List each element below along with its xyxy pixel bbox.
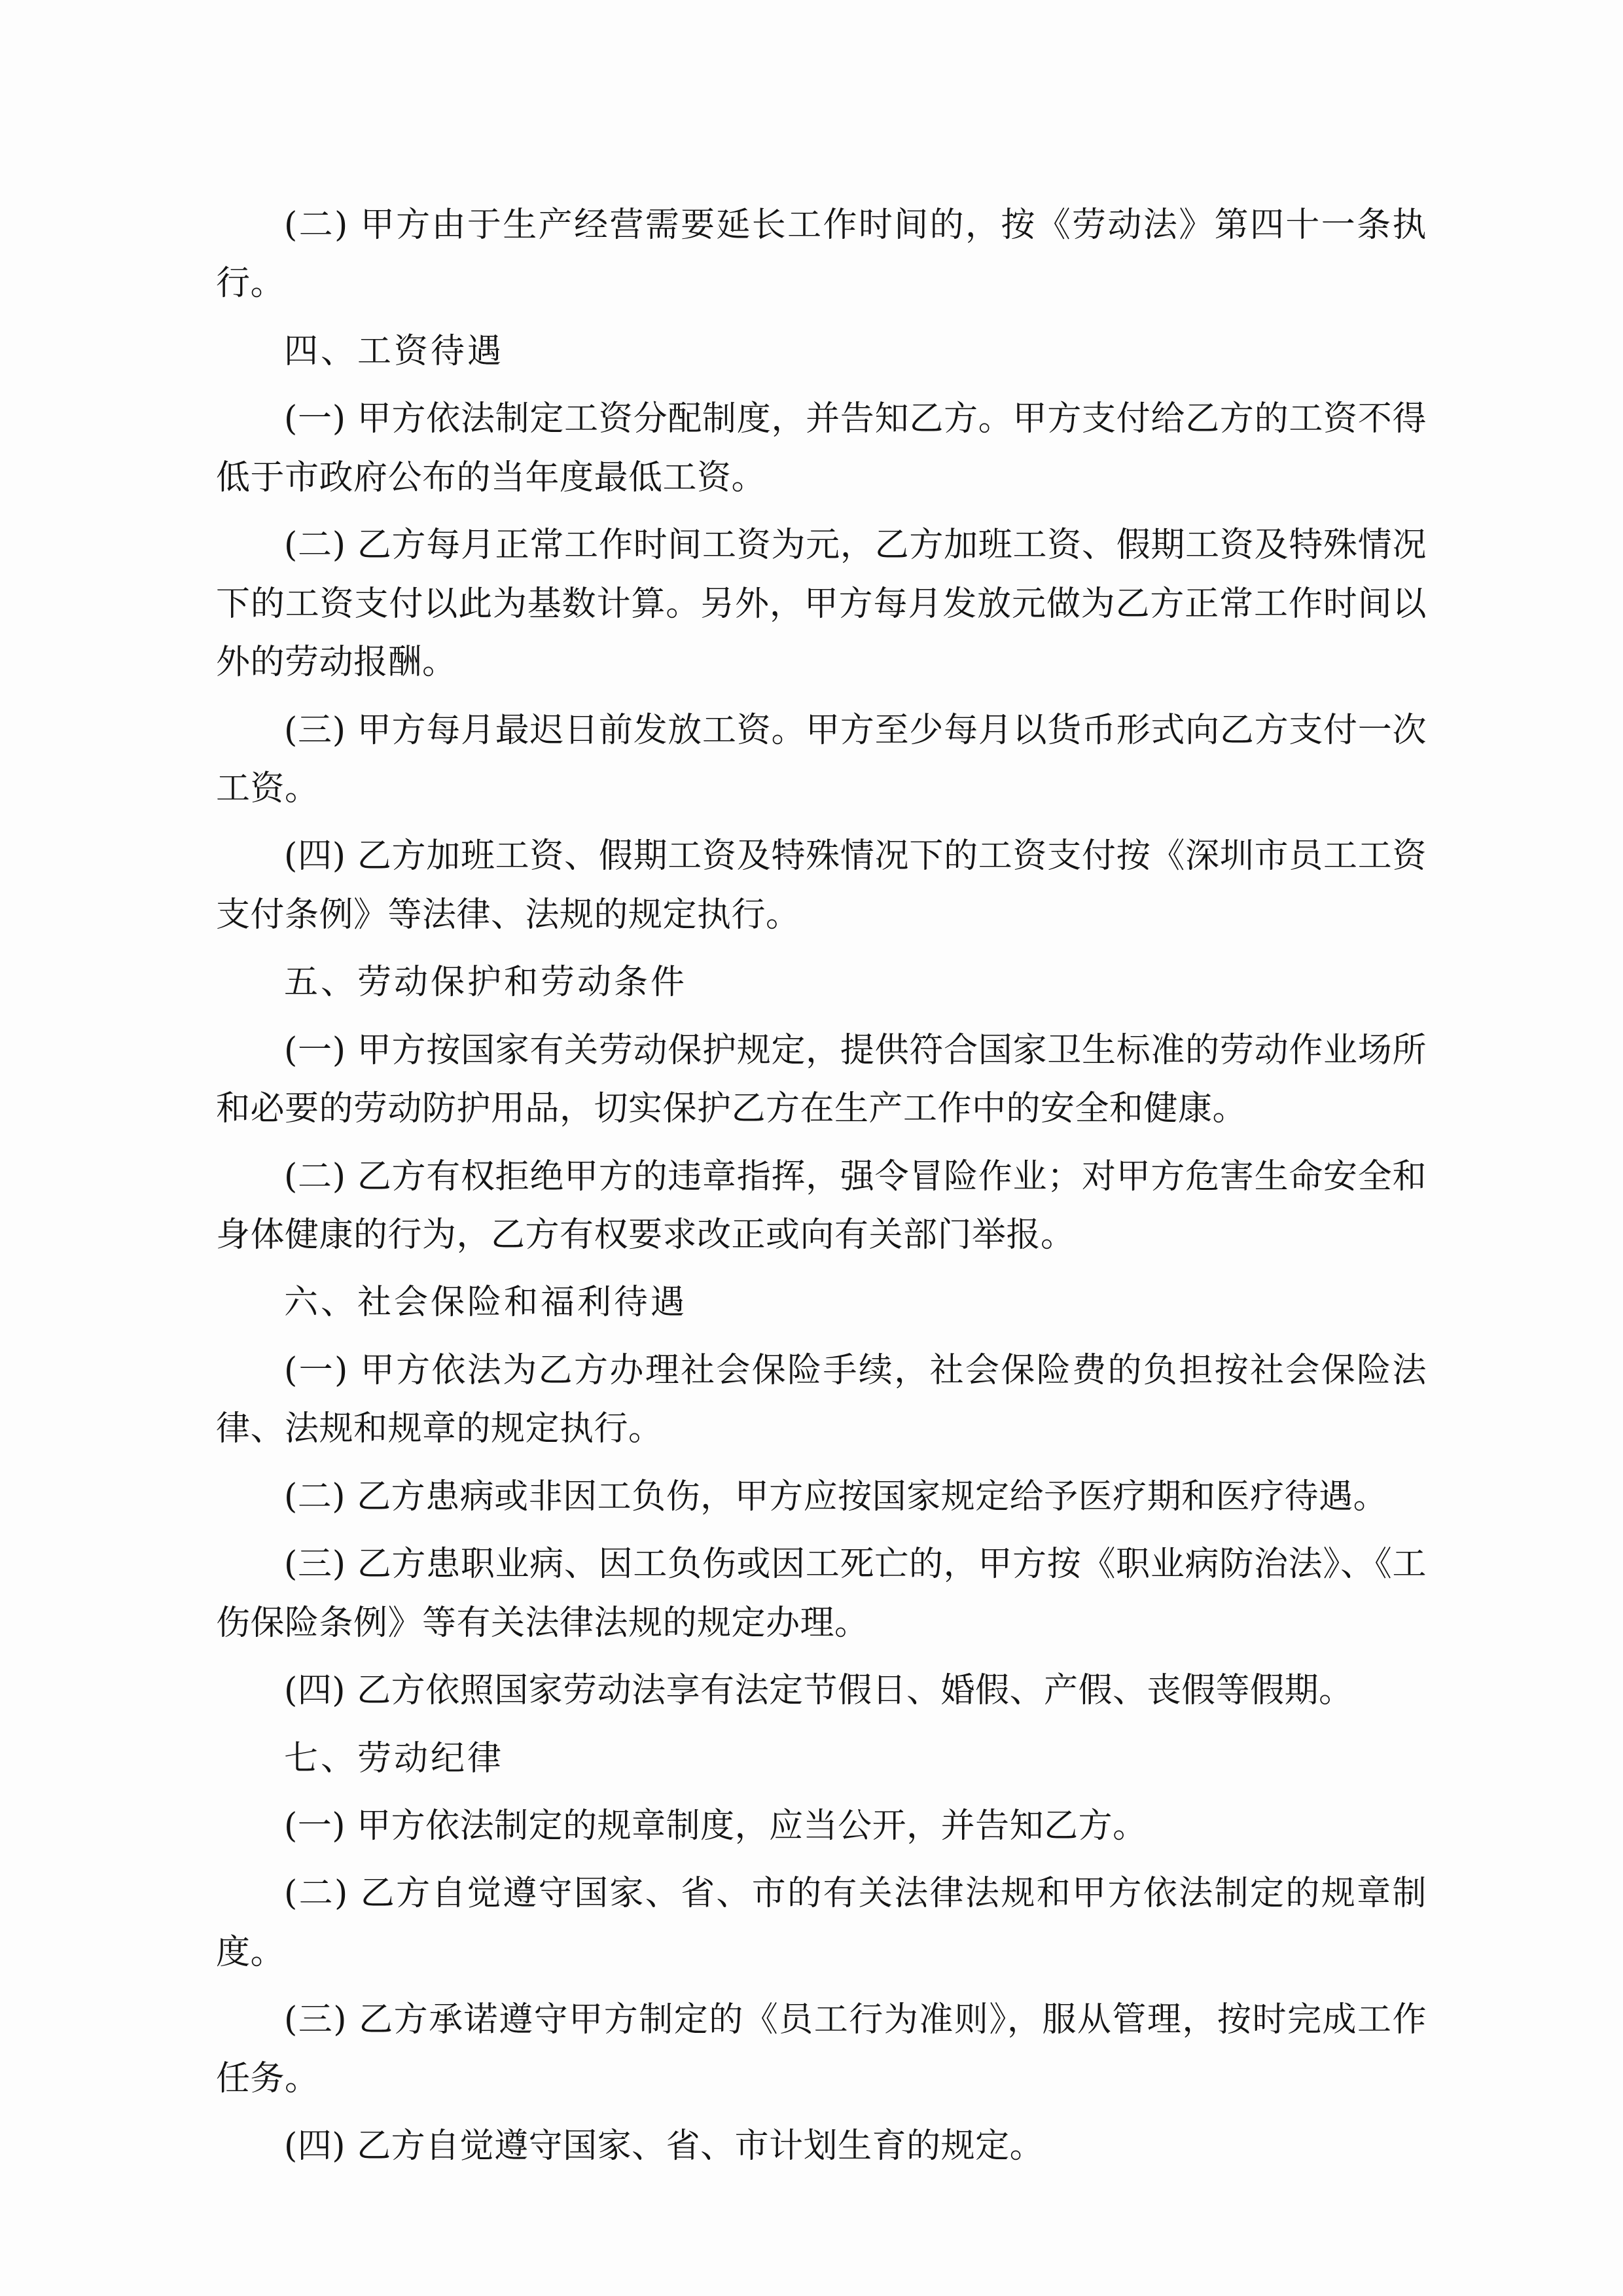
contract-clause: (三) 乙方承诺遵守甲方制定的《员工行为准则》，服从管理，按时完成工作任务。: [216, 2000, 1427, 2098]
contract-clause: (一) 甲方按国家有关劳动保护规定，提供符合国家卫生标准的劳动作业场所和必要的劳动防护用品，切实保护乙方在生产工作中的安全和健康。: [216, 1030, 1427, 1129]
document-body: [216, 196, 1427, 2176]
contract-clause: (三) 甲方每月最迟日前发放工资。甲方至少每月以货币形式向乙方支付一次工资。: [216, 710, 1427, 808]
contract-clause: (二) 乙方有权拒绝甲方的违章指挥，强令冒险作业；对甲方危害生命安全和身体健康的行为，乙方有权要求改正或向有关部门举报。: [216, 1157, 1427, 1255]
contract-clause: (一) 甲方依法制定工资分配制度，并告知乙方。甲方支付给乙方的工资不得低于市政府公布的当年度最低工资。: [216, 399, 1427, 497]
section-heading: 六、社会保险和福利待遇: [284, 1283, 688, 1323]
section-heading: 五、劳动保护和劳动条件: [284, 963, 688, 1003]
contract-clause: (一) 甲方依法为乙方办理社会保险手续，社会保险费的负担按社会保险法律、法规和规章的规定执行。: [216, 1350, 1427, 1449]
contract-clause: (四) 乙方加班工资、假期工资及特殊情况下的工资支付按《深圳市员工工资支付条例》等法律、法规的规定执行。: [216, 836, 1427, 935]
contract-clause: (四) 乙方自觉遵守国家、省、市计划生育的规定。: [284, 2126, 1044, 2166]
section-heading: 七、劳动纪律: [284, 1738, 505, 1778]
contract-clause: (三) 乙方患职业病、因工负伤或因工死亡的，甲方按《职业病防治法》、《工伤保险条例》等有关法律法规的规定办理。: [216, 1545, 1427, 1643]
contract-clause: (二) 乙方自觉遵守国家、省、市的有关法律法规和甲方依法制定的规章制度。: [216, 1874, 1427, 1972]
contract-clause: (二) 甲方由于生产经营需要延长工作时间的，按《劳动法》第四十一条执行。: [216, 206, 1427, 304]
section-heading: 四、工资待遇: [284, 331, 505, 371]
contract-clause: (四) 乙方依照国家劳动法享有法定节假日、婚假、产假、丧假等假期。: [284, 1671, 1353, 1711]
contract-clause: (一) 甲方依法制定的规章制度，应当公开，并告知乙方。: [284, 1806, 1147, 1846]
contract-clause: (二) 乙方每月正常工作时间工资为元，乙方加班工资、假期工资及特殊情况下的工资支付以此为基数计算。另外，甲方每月发放元做为乙方正常工作时间以外的劳动报酬。: [216, 526, 1427, 683]
contract-clause: (二) 乙方患病或非因工负伤，甲方应按国家规定给予医疗期和医疗待遇。: [284, 1477, 1388, 1516]
